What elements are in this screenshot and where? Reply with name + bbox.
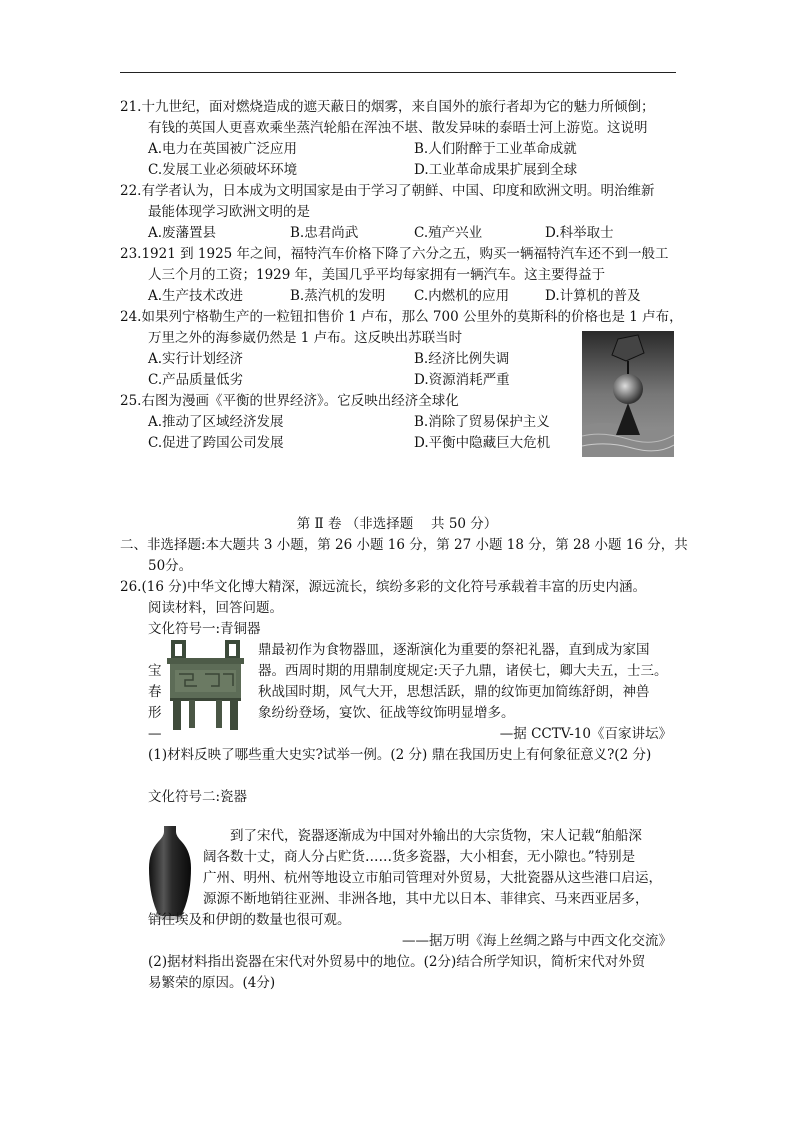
symbol2-text-line1: 到了宋代，瓷器逐渐成为中国对外输出的大宗货物，宋人记载“舶船深 — [230, 828, 642, 844]
symbol1-text-line4: 象纷纷登场，宴饮、征战等纹饰明显增多。 — [258, 705, 515, 721]
q23-option-a: A.生产技术改进 — [148, 288, 244, 304]
q21-stem-line1: 21.十九世纪，面对燃烧造成的遮天蔽日的烟雾，来自国外的旅行者却为它的魅力所倾倒； — [120, 99, 655, 115]
q21-option-b: B.人们附醉于工业革命成就 — [414, 141, 577, 157]
q25-option-b: B.消除了贸易保护主义 — [414, 414, 550, 430]
q22-stem-line2: 最能体现学习欧洲文明的是 — [148, 204, 310, 220]
symbol1-text-line3: 秋战国时期，风气大开，思想活跃，鼎的纹饰更加简练舒朗，神兽 — [258, 684, 650, 700]
q22-option-b: B.忠君尚武 — [290, 225, 359, 241]
part2-intro-line2: 50分。 — [148, 558, 193, 574]
q24-option-d: D.资源消耗严重 — [414, 372, 510, 388]
symbol1-text-line1: 鼎最初作为食物器皿，逐渐演化为重要的祭祀礼器，直到成为家国 — [258, 642, 650, 658]
q22-option-a: A.废藩置县 — [148, 225, 217, 241]
symbol1-text-line2: 器。西周时期的用鼎制度规定:天子九鼎，诸侯七，卿大夫五，士三。 — [258, 663, 668, 679]
symbol1-text-line3-prefix: 春 — [148, 684, 162, 700]
q24-option-b: B.经济比例失调 — [414, 351, 510, 367]
q24-option-a: A.实行计划经济 — [148, 351, 244, 367]
symbol1-text-line4-prefix: 形 — [148, 705, 162, 721]
q23-option-b: B.蒸汽机的发明 — [290, 288, 386, 304]
symbol2-title: 文化符号二:瓷器 — [148, 789, 248, 805]
q23-option-d: D.计算机的普及 — [545, 288, 641, 304]
bronze-ding-vessel — [163, 640, 248, 732]
porcelain-vase — [146, 824, 194, 920]
symbol2-text-line3: 广州、明州、杭州等地设立市舶司管理对外贸易，大批瓷器从这些港口启运， — [203, 870, 662, 886]
q24-stem-line1: 24.如果列宁格勒生产的一粒钮扣售价 1 卢布，那么 700 公里外的莫斯科的价格也是 1 卢布， — [120, 309, 683, 325]
q23-stem-line2: 人三个月的工资；1929 年，美国几乎平均每家拥有一辆汽车。这主要得益于 — [148, 267, 606, 283]
q26-sub-question-1: (1)材料反映了哪些重大史实?试举一例。(2 分) 鼎在我国历史上有何象征意义?(2 分) — [148, 747, 652, 763]
q23-option-c: C.内燃机的应用 — [414, 288, 510, 304]
q26-stem-line2: 阅读材料，回答问题。 — [148, 600, 283, 616]
symbol1-text-line5-prefix: — — [148, 726, 162, 742]
symbol2-text-line2: 阔各数十丈，商人分占贮货……货多瓷器，大小相套，无小隙也。”特别是 — [203, 849, 636, 865]
q22-option-d: D.科举取士 — [545, 225, 614, 241]
q25-option-c: C.促进了跨国公司发展 — [148, 435, 284, 451]
q25-option-a: A.推动了区域经济发展 — [148, 414, 284, 430]
q26-sub-question-2-line1: (2)据材料指出瓷器在宋代对外贸易中的地位。(2分)结合所学知识，简析宋代对外贸 — [148, 954, 646, 970]
q26-sub-question-2-line2: 易繁荣的原因。(4分) — [148, 975, 276, 991]
part2-intro-line1: 二、非选择题:本大题共 3 小题，第 26 小题 16 分，第 27 小题 18 分，第 28 小题 16 分，共 — [120, 537, 688, 553]
header-rule — [120, 72, 676, 73]
part2-title: 第 Ⅱ 卷 （非选择题 共 50 分） — [296, 516, 498, 532]
symbol1-text-line2-prefix: 宝 — [148, 663, 162, 679]
q21-option-a: A.电力在英国被广泛应用 — [148, 141, 298, 157]
q25-stem: 25.右图为漫画《平衡的世界经济》。它反映出经济全球化 — [120, 393, 459, 409]
balanced-world-economy-cartoon — [582, 331, 674, 457]
symbol2-text-line4: 源源不断地销往亚洲、非洲各地，其中尤以日本、菲律宾、马来西亚居多， — [203, 891, 649, 907]
symbol1-title: 文化符号一:青铜器 — [148, 621, 261, 637]
q21-option-d: D.工业革命成果扩展到全球 — [414, 162, 578, 178]
q25-option-d: D.平衡中隐藏巨大危机 — [414, 435, 551, 451]
q21-option-c: C.发展工业必须破坏环境 — [148, 162, 298, 178]
q22-option-c: C.殖产兴业 — [414, 225, 483, 241]
symbol2-text-line5: 销往埃及和伊朗的数量也很可观。 — [148, 912, 351, 928]
symbol1-source: —据 CCTV-10《百家讲坛》 — [499, 726, 672, 742]
q22-stem-line1: 22.有学者认为，日本成为文明国家是由于学习了朝鲜、中国、印度和欧洲文明。明治维新 — [120, 183, 655, 199]
symbol2-source: ——据万明《海上丝绸之路与中西文化交流》 — [402, 933, 672, 949]
q23-stem-line1: 23.1921 到 1925 年之间，福特汽车价格下降了六分之五，购买一辆福特汽车还不到一般工 — [120, 246, 669, 262]
q21-stem-line2: 有钱的英国人更喜欢乘坐蒸汽轮船在浑浊不堪、散发异味的泰晤士河上游览。这说明 — [148, 120, 648, 136]
q24-stem-line2: 万里之外的海参崴仍然是 1 卢布。这反映出苏联当时 — [148, 330, 463, 346]
q24-option-c: C.产品质量低劣 — [148, 372, 244, 388]
q26-stem-line1: 26.(16 分)中华文化博大精深，源远流长，缤纷多彩的文化符号承载着丰富的历史内涵。 — [120, 579, 646, 595]
